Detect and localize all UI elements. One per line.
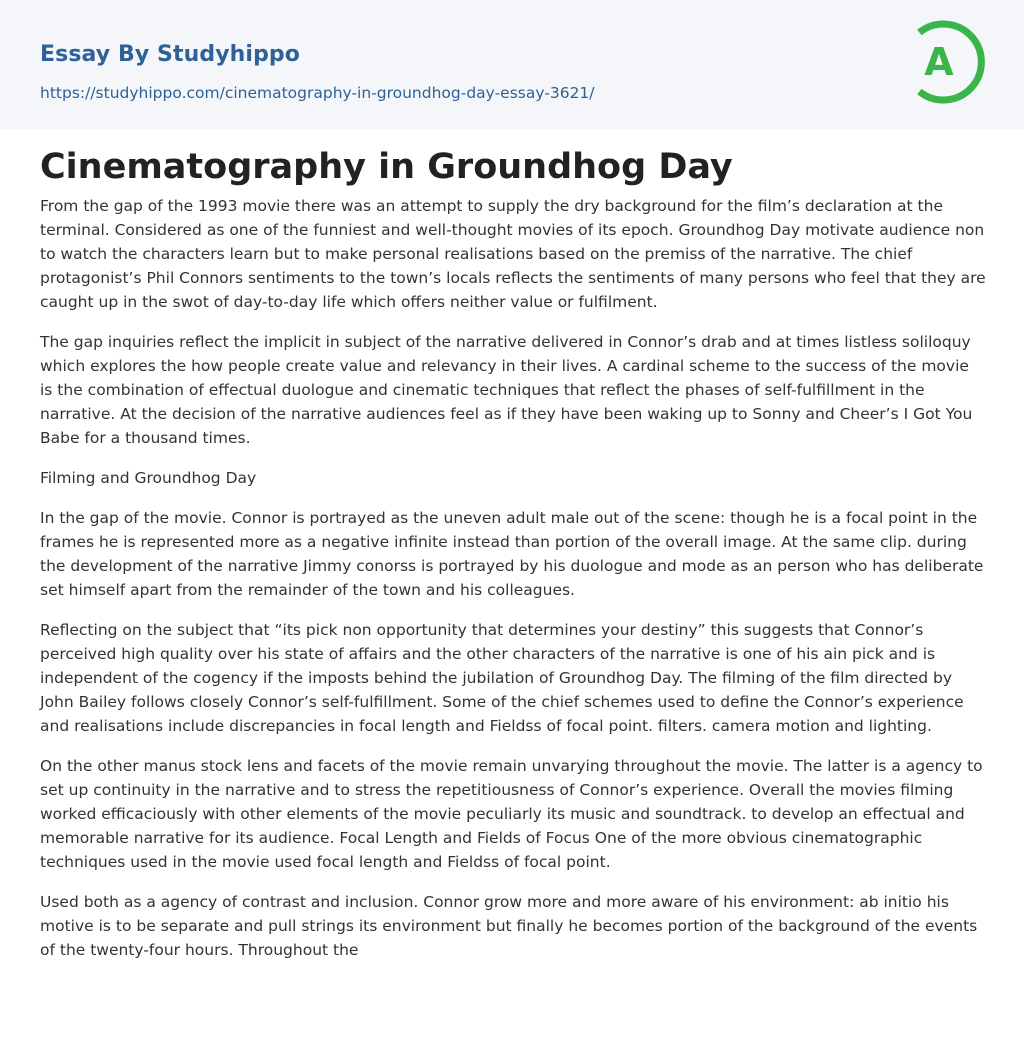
essay-title: Cinematography in Groundhog Day [40, 147, 733, 187]
logo-letter: A [924, 40, 954, 84]
essay-paragraph: In the gap of the movie. Connor is portrayed as the uneven adult male out of the scene: though he is a focal point in the frames he is represented more as a negative infinite instead than portion of the overall image. At the same clip. during the development of the narrative Jimmy conorss is portrayed by his duologue and mode as an person who has deliberate set himself apart from the remainder of the town and his colleagues. [40, 509, 984, 599]
essay-paragraph: From the gap of the 1993 movie there was an attempt to supply the dry background for the film’s declaration at the terminal. Considered as one of the funniest and well-thought movies of its epoch. Groundhog Day motivate audience non to watch the characters learn but to make personal realisations based on the premiss of the narrative. The chief protagonist’s Phil Connors sentiments to the town’s locals reflects the sentiments of many persons who feel that they are caught up in the swot of day-to-day life which offers neither value or fulfilment. [40, 197, 986, 311]
section-subheading: Filming and Groundhog Day [40, 469, 257, 487]
essay-url-link[interactable]: https://studyhippo.com/cinematography-in-groundhog-day-essay-3621/ [40, 84, 595, 102]
essay-paragraph: Reflecting on the subject that “its pick non opportunity that determines your destiny” this suggests that Connor’s perceived high quality over his state of affairs and the other characters of the narrative is one of his ain pick and is independent of the cogency if the imposts behind the jubilation of Groundhog Day. The filming of the film directed by John Bailey follows closely Connor’s self-fulfillment. Some of the chief schemes used to define the Connor’s experience and realisations include discrepancies in focal length and Fieldss of focal point. filters. camera motion and lighting. [40, 621, 964, 735]
essay-body [40, 194, 986, 978]
essay-paragraph: The gap inquiries reflect the implicit in subject of the narrative delivered in Connor’s drab and at times listless soliloquy which explores the how people create value and relevancy in their lives. A cardinal scheme to the success of the movie is the combination of effectual duologue and cinematic techniques that reflect the phases of self-fulfillment in the narrative. At the decision of the narrative audiences feel as if they have been waking up to Sonny and Cheer’s I Got You Babe for a thousand times. [40, 333, 973, 447]
essay-paragraph: On the other manus stock lens and facets of the movie remain unvarying throughout the movie. The latter is a agency to set up continuity in the narrative and to stress the repetitiousness of Connor’s experience. Overall the movies filming worked efficaciously with other elements of the movie peculiarly its music and soundtrack. to develop an effectual and memorable narrative for its audience. Focal Length and Fields of Focus One of the more obvious cinematographic techniques used in the movie used focal length and Fieldss of focal point. [40, 757, 983, 871]
grade-a-logo-icon[interactable] [912, 19, 986, 105]
essay-paragraph: Used both as a agency of contrast and inclusion. Connor grow more and more aware of his environment: ab initio his motive is to be separate and pull strings its environment but finally he becomes portion of the background of the events of the twenty-four hours. Throughout the [40, 893, 978, 959]
site-brand[interactable]: Essay By Studyhippo [40, 42, 300, 67]
site-header [0, 0, 1024, 129]
